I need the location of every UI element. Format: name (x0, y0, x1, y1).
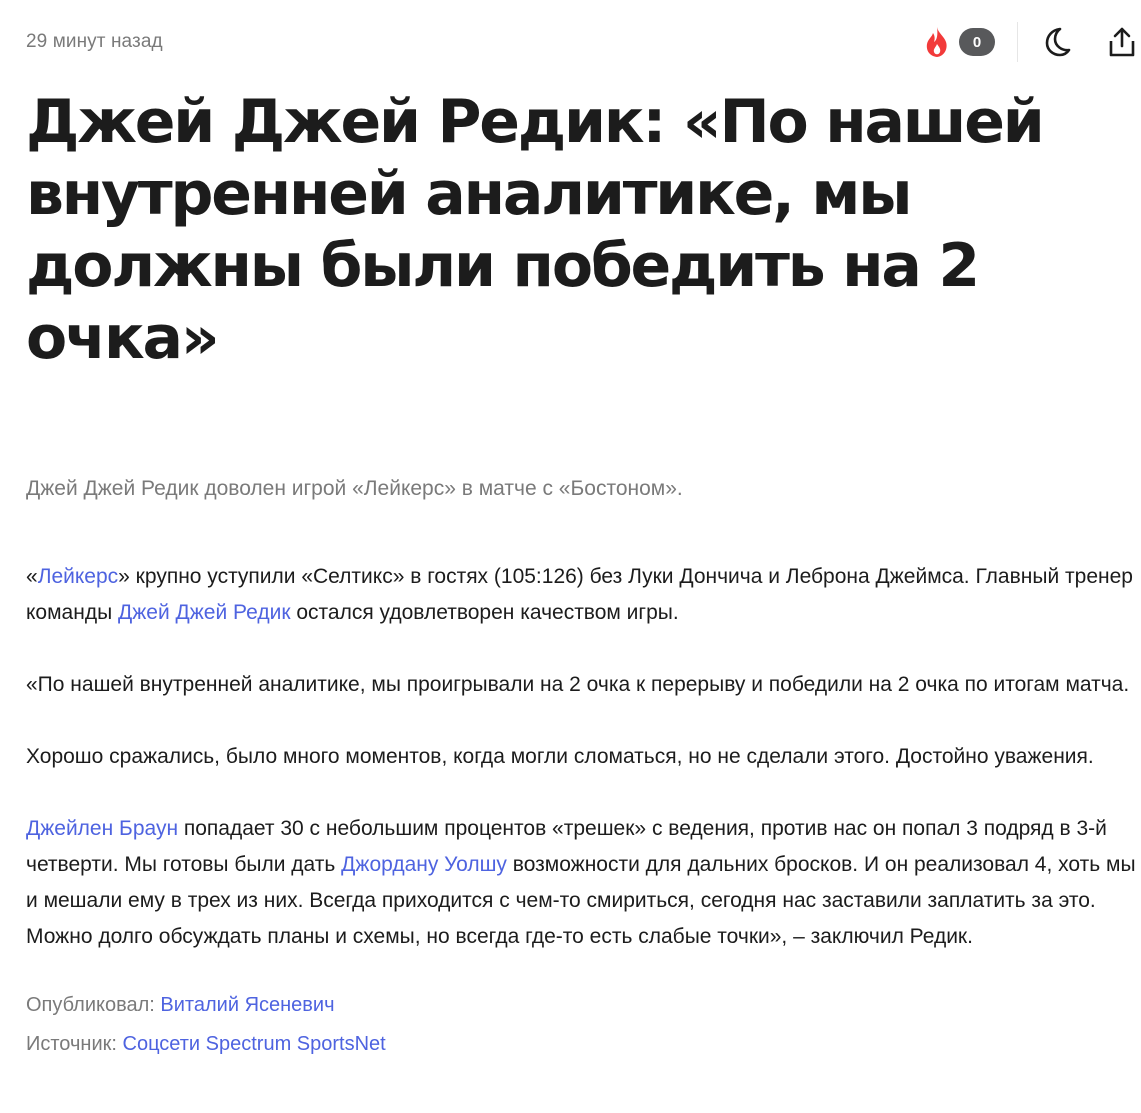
fire-icon[interactable] (923, 25, 951, 59)
source-row (26, 1030, 1136, 1069)
link-lakers[interactable]: Лейкерс (37, 565, 119, 588)
link-walsh[interactable]: Джордану Уолшу (341, 853, 507, 876)
author-link[interactable]: Виталий Ясеневич (160, 994, 335, 1016)
moon-icon (1040, 26, 1072, 58)
article-lead: Джей Джей Редик доволен игрой «Лейкерс» в матче с «Бостоном». (26, 477, 683, 500)
article-page (26, 0, 1136, 1069)
paragraph-4-text-b: возможности для дальних бросков. И он реализовал 4, хоть мы и мешали ему в трех из них. Всегда приходится с чем-то смириться, сегодня нас заставили заплатить за это. Можно долго обсуждать планы и схемы, но всегда где-то есть слабые точки», – заключил Редик. (26, 853, 1136, 948)
share-icon (1107, 26, 1137, 58)
paragraph-1-text-b: остался удовлетворен качеством игры. (290, 601, 679, 624)
paragraph-4 (26, 811, 1136, 955)
article-title: Джей Джей Редик: «По нашей внутренней аналитике, мы должны были победить на 2 очка» (26, 87, 1043, 373)
share-button[interactable] (1104, 24, 1140, 60)
paragraph-4-text-a: попадает 30 с небольшим процентов «трешек» с ведения, против нас он попал 3 подряд в 3-й четверти. Мы готовы были дать (26, 817, 1107, 876)
link-brown[interactable]: Джейлен Браун (26, 817, 179, 840)
publish-time: 29 минут назад (26, 31, 163, 52)
reactions-count-badge[interactable]: 0 (959, 28, 995, 56)
open-quote: « (26, 565, 38, 588)
article-body (26, 559, 1136, 955)
source-link[interactable]: Соцсети Spectrum SportsNet (122, 1033, 386, 1055)
fire-icon-graphic (924, 26, 950, 58)
paragraph-1 (26, 559, 1136, 631)
paragraph-1-text-a: » крупно уступили «Селтикс» в гостях (105:126) без Луки Дончича и Леброна Джеймса. Главный тренер команды (26, 565, 1133, 624)
actions-divider (1017, 22, 1018, 62)
theme-toggle-button[interactable] (1038, 24, 1074, 60)
paragraph-3: Хорошо сражались, было много моментов, когда могли сломаться, но не сделали этого. Достойно уважения. (26, 745, 1094, 768)
published-label: Опубликовал: (26, 994, 155, 1016)
article-actions (923, 22, 1140, 62)
article-topbar (26, 0, 1136, 86)
published-by-row (26, 991, 1136, 1030)
article-meta (26, 991, 1136, 1069)
paragraph-2: «По нашей внутренней аналитике, мы проигрывали на 2 очка к перерыву и победили на 2 очка по итогам матча. (26, 673, 1130, 696)
source-label: Источник: (26, 1033, 117, 1055)
link-redick[interactable]: Джей Джей Редик (118, 601, 291, 624)
